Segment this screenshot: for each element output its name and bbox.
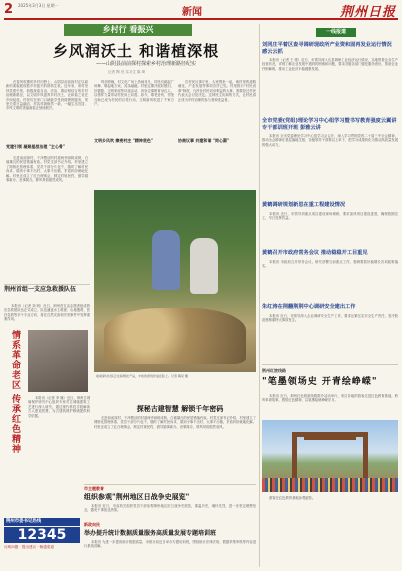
section-title: 新闻 bbox=[182, 7, 202, 18]
lower-story-1-body bbox=[84, 504, 256, 520]
person-figure bbox=[190, 238, 218, 294]
lower-story-2-kicker: 新政向民 bbox=[84, 522, 100, 527]
feature-kicker: 荆州红旅线路 bbox=[262, 368, 286, 373]
lower-story-1-headline: 组织参观"荆州地区日战争史展览" bbox=[84, 492, 190, 501]
feature-photo-caption-text: 游客在红色教育基地参观留影。 bbox=[269, 496, 316, 500]
feature-photo-caption bbox=[262, 496, 398, 566]
left-story-text: 本报讯（记者 李 娜）近日，荆州古城墙保护研究中心组织专家对古城墙建筑工艺进行深入研究，通过现代科技手段解读古人建造智慧，为古建筑保护修缮提供科学依据。 bbox=[28, 396, 90, 418]
lead-column-3 bbox=[94, 80, 174, 188]
lead-column-3-text: 每到傍晚，村文化广场上热闹非凡，村民们跳起广场舞、唱起地方戏，其乐融融。村里定期开展好媳妇、好婆婆、文明家庭等评选活动，用身边事教育身边人，以榜样力量带动村民向上向善。如今，尊老爱幼、邻里互助已成为村民的自觉行动，文明新风吹进了千家万户。 bbox=[94, 80, 174, 107]
lead-byline: 记者 陶 亮 实习生 陈 琦 bbox=[108, 70, 146, 74]
feature-text: 本报讯 近日，荆州红色旅游线路推介活动举行，来自各地的游客走进红色教育基地，聆听革命故事，感悟红色精神，以笔墨绘就峥嵘岁月。 bbox=[262, 394, 398, 403]
lower-story-2 bbox=[84, 522, 256, 537]
lead-column-2-text: 走进前前探村，干净整洁的村道两旁绿树成荫，白墙黛瓦的民居错落有致。村党支部书记介绍，村里建立了网格化管理体系，党员干部分片包干，随时了解村民诉求，做到小事不出村、大事不出镇，矛盾纠纷就地化解。村里还成立了红白理事会，制定村规民约，倡导婚事新办、丧事简办，移风易俗蔚然成风。 bbox=[6, 156, 88, 183]
hotline-number: 12345 bbox=[4, 527, 80, 543]
rule bbox=[4, 284, 90, 285]
crowd bbox=[262, 478, 398, 492]
lead-headline: 乡风润沃土 和谐植深根 bbox=[52, 42, 220, 60]
left-brief-title: 荆州首组一支应急救援队伍 bbox=[4, 286, 77, 293]
page-number: 2 bbox=[4, 2, 14, 17]
masthead bbox=[4, 2, 398, 20]
lead-photo bbox=[94, 190, 256, 372]
right-headline-4: 黄鹤召开市政府常务会议 推动稳稳开工目重见 bbox=[262, 250, 368, 256]
lead-column-4 bbox=[178, 80, 256, 188]
mid-feature-headline: 探秘古建智慧 解锁千年密码 bbox=[136, 404, 224, 413]
mid-feature-body bbox=[94, 416, 256, 482]
right-text-4: 本报讯 市政府召开常务会议，研究部署当前重点工作，强调要抓好稳增长各项政策落实。 bbox=[262, 260, 398, 269]
feature-heading bbox=[262, 368, 398, 387]
lower-story-1-kicker: 市主题教育 bbox=[84, 486, 104, 491]
right-body-3 bbox=[262, 212, 398, 246]
right-headline-1: 刘同庄平着区查寻调研现政所产业资和固再发业运行情况 感云云抓 bbox=[262, 42, 392, 55]
lower-story-1 bbox=[84, 486, 256, 502]
lead-subheading-1: 党建引领 凝聚基层治理 "主心骨" bbox=[6, 144, 65, 149]
left-brief bbox=[4, 286, 90, 300]
left-story-body bbox=[28, 396, 90, 514]
right-body-5 bbox=[262, 314, 398, 362]
right-headline-2: 全市党委(党组)理论学习中心组学习暨书写教育强度云翼讲专干部训班开班 彭雅云讲 bbox=[262, 118, 397, 131]
right-text-5: 本报讯 近日，市领导深入企业调研安全生产工作，要求压紧压实安全生产责任，坚决防范遏制重特大事故发生。 bbox=[262, 314, 398, 323]
hotline-note: 反映问题 · 提出建议 · 畅通渠道 bbox=[4, 545, 54, 549]
right-text-1: 本报讯（记者 王 强）近日，市领导深入区县调研工业经济运行情况，实地察看企业生产经营状况，详细了解企业发展中遇到的困难和问题，要求各级各部门强化服务意识，帮助企业纾困解难，推动工业经济平稳健康发展。 bbox=[262, 58, 398, 71]
left-brief-body bbox=[4, 304, 90, 328]
right-body-4 bbox=[262, 260, 398, 298]
lower-story-2-headline: 举办提升统计数据质量服务高质量发展专题培训班 bbox=[84, 530, 217, 537]
person-figure bbox=[152, 230, 180, 290]
right-text-2: 本报讯 全市党委理论学习中心组学习会召开，深入学习贯彻党的二十届三中全会精神，推动全会精神在基层落地生根，各级领导干部要以上率下，把学习成果转化为推动高质量发展的强大动力。 bbox=[262, 134, 398, 147]
feature-photo bbox=[262, 420, 398, 492]
grain-basket bbox=[104, 308, 246, 364]
left-brief-text: 本报讯（记者 刘 明）近日，荆州首支由志愿者组成的应急救援队伍正式成立，队伍涵盖水上救援、山地搜救、医疗急救等多个专业方向，将在自然灾害和突发事件中发挥重要作用。 bbox=[4, 304, 90, 322]
newspaper-logo: 荆州日报 bbox=[339, 5, 396, 20]
feature-body bbox=[262, 394, 398, 418]
right-tag: 一线报道 bbox=[316, 28, 356, 37]
right-headline-3: 黄鹤调研规划新思在重工程建设情况 bbox=[262, 202, 346, 208]
right-body-2 bbox=[262, 134, 398, 198]
gate-sign bbox=[304, 434, 356, 440]
right-headline-5: 朱红涛在荆翻荆荆中心调研安全建出工作 bbox=[262, 304, 356, 310]
rule bbox=[84, 484, 256, 485]
lead-intro bbox=[6, 80, 88, 140]
lower-story-1-text: 本报讯 近日，市直机关组织党员干部参观荆州地区抗日战争史展览，重温历史，缅怀先烈，进一步坚定理想信念，激发干事创业热情。 bbox=[84, 504, 256, 513]
rule bbox=[262, 364, 398, 365]
column-divider bbox=[259, 24, 260, 567]
lead-column-2 bbox=[6, 156, 88, 282]
mid-feature-text: 走进前前探村，干净整洁的村道两旁绿树成荫，白墙黛瓦的民居错落有致。村党支部书记介绍，村里建立了网格化管理体系，党员干部分片包干，随时了解村民诉求，做到小事不出村、大事不出镇，矛盾纠纷就地化解。村里还成立了红白理事会，制定村规民约，倡导婚事新办、丧事简办，移风易俗蔚然成风。 bbox=[94, 416, 256, 429]
lower-story-2-body bbox=[84, 540, 256, 568]
hotline-title: 荆州市委书记热线 bbox=[4, 518, 80, 526]
lead-subheading-2: 文明乡风吹 擦亮村庄 "精神底色" bbox=[94, 138, 153, 143]
lead-subhead: ——山阴县前前探村探索乡村治理新路径纪实 bbox=[96, 61, 197, 67]
lead-subheading-3: 协商议事 共建和谐 "同心圆" bbox=[178, 138, 229, 143]
vertical-title: 情系革命老区 传承红色精神 bbox=[10, 330, 20, 455]
lead-banner: 乡村行 看振兴 bbox=[64, 24, 192, 36]
hotline-box bbox=[4, 518, 80, 566]
lead-column-4-text: 在村民议事厅里，大家围坐一起，就村里的道路硬化、产业发展等事项各抒己见。村里推行"村民说事"制度，凡涉及村民切身利益的大事，都要经过村民代表大会讨论决定。这种民主协商的方式，让村民真正成为乡村治理的参与者和受益者。 bbox=[178, 80, 256, 102]
right-body-1 bbox=[262, 58, 398, 114]
lower-story-2-text: 本报讯 为进一步提高统计数据质量，市统计局近日举办专题培训班，围绕统计法律法规、数据采集审核等内容进行系统讲解。 bbox=[84, 540, 256, 549]
lead-photo-caption: 前前探村村民正在晾晒农产品，丰收的喜悦洋溢在脸上。记者 陶亮 摄 bbox=[96, 374, 188, 378]
right-text-3: 本报讯 近日，市领导到重点项目建设现场调研，要求加快项目建设进度，确保按期完工，早日发挥效益。 bbox=[262, 212, 398, 221]
left-photo bbox=[28, 330, 88, 392]
lead-intro-text: 在春风吹拂的乡村田野上，山阴县前前探村正以崭新的面貌展现着乡村振兴的勃勃生机。近年来，该村坚持党建引领，积极探索自治、法治、德治相结合的乡村治理新路径，以文明乡风滋养乡村沃土，让和谐之花在乡间绽放。村民们在家门口就能享受到便捷的服务，邻里关系日益融洽，村容村貌焕然一新，一幅生态宜居、乡风文明的美丽画卷正徐徐展开。 bbox=[6, 80, 88, 111]
issue-date: 2025年3月3日 星期一 bbox=[18, 3, 59, 8]
feature-headline: "笔墨领场史 开青绘峥嵘" bbox=[262, 377, 378, 387]
